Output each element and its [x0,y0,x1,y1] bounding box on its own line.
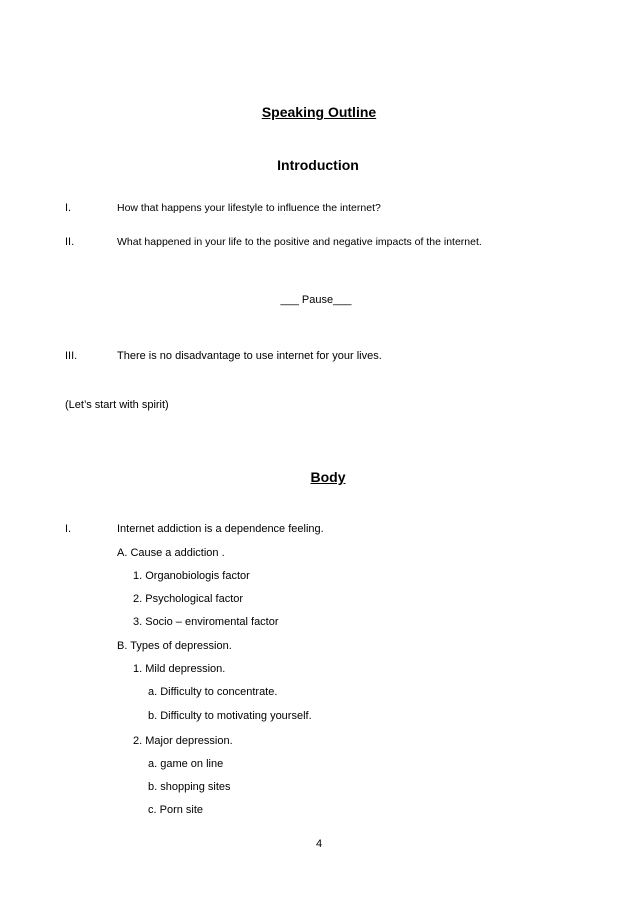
intro-item-3-number: III. [65,350,78,362]
intro-item-1-number: I. [65,202,72,214]
intro-closing: (Let’s start with spirit) [65,399,169,411]
sub-b-2-detail: b. shopping sites [148,781,231,793]
page-number: 4 [315,838,323,850]
sub-a-item: 1. Organobiologis factor [133,570,250,582]
intro-item-2-text: What happened in your life to the positive and negative impacts of the internet. [117,236,482,248]
intro-item-2-number: II. [65,236,75,248]
introduction-heading: Introduction [277,157,359,173]
sub-a-item: 3. Socio – enviromental factor [133,616,279,628]
sub-point-b: B. Types of depression. [117,640,232,652]
body-point-1-text: Internet addiction is a dependence feeling. [117,523,324,535]
sub-b-item-2: 2. Major depression. [133,735,233,747]
sub-b-1-detail: a. Difficulty to concentrate. [148,686,278,698]
sub-b-2-detail: a. game on line [148,758,224,770]
intro-item-1-text: How that happens your lifestyle to influence the internet? [117,202,381,214]
pause-marker: ___ Pause___ [280,294,352,306]
sub-b-2-detail: c. Porn site [148,804,204,816]
intro-item-3-text: There is no disadvantage to use internet for your lives. [117,350,382,362]
sub-point-a: A. Cause a addiction . [117,547,225,559]
sub-b-1-detail: b. Difficulty to motivating yourself. [148,710,312,722]
sub-a-item: 2. Psychological factor [133,593,244,605]
body-point-1-number: I. [65,523,72,535]
body-heading: Body [310,469,346,485]
sub-b-item-1: 1. Mild depression. [133,663,226,675]
page-title: Speaking Outline [261,104,377,120]
